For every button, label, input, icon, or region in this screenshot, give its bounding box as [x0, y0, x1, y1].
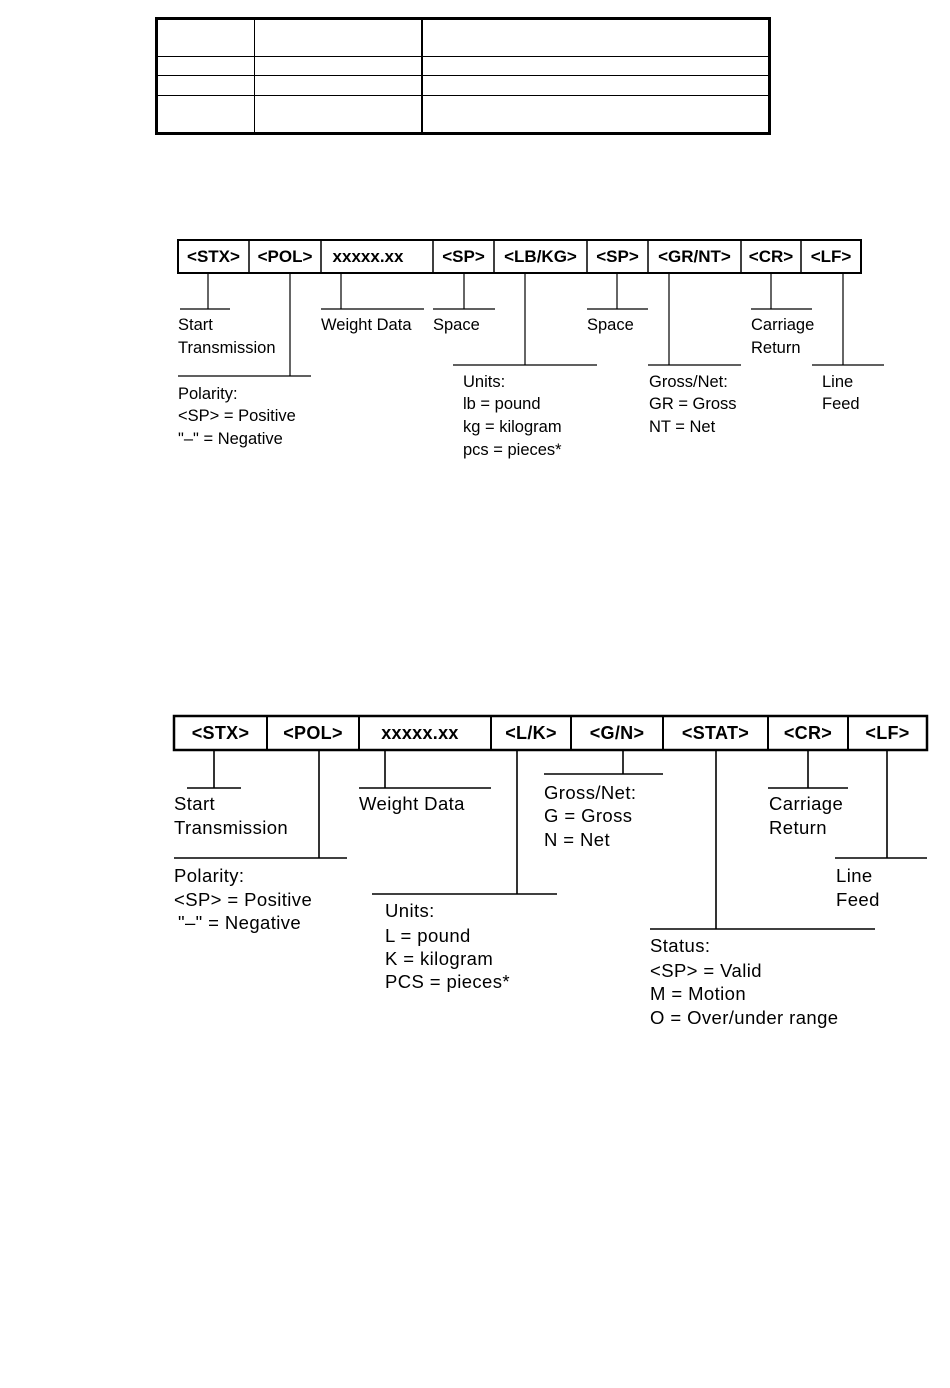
- label-status: Status:: [650, 935, 711, 956]
- label-start-transmission: Start: [174, 793, 216, 814]
- field-cr: <CR>: [783, 723, 833, 743]
- label-gross-net: N = Net: [544, 829, 611, 850]
- label-status: O = Over/under range: [650, 1007, 839, 1028]
- field-gross-net: <G/N>: [589, 723, 645, 743]
- label-units: Units:: [385, 900, 435, 921]
- label-line-feed: Feed: [822, 395, 860, 413]
- field-space-1: <SP>: [442, 247, 485, 266]
- label-units: L = pound: [385, 925, 471, 946]
- label-carriage-return: Return: [769, 817, 827, 838]
- label-space: Space: [587, 316, 634, 334]
- label-polarity: <SP> = Positive: [178, 407, 296, 425]
- label-start-transmission: Transmission: [174, 817, 289, 838]
- label-polarity: Polarity:: [174, 865, 245, 886]
- label-polarity: "–" = Negative: [178, 912, 302, 933]
- label-carriage-return: Carriage: [751, 316, 815, 334]
- label-units: K = kilogram: [385, 948, 494, 969]
- label-line-feed: Line: [836, 865, 873, 886]
- label-start-transmission: Transmission: [178, 339, 276, 357]
- field-pol: <POL>: [283, 723, 343, 743]
- field-space-2: <SP>: [596, 247, 639, 266]
- label-gross-net: G = Gross: [544, 805, 633, 826]
- field-gross-net: <GR/NT>: [658, 247, 731, 266]
- label-gross-net: NT = Net: [649, 418, 716, 436]
- field-weight: xxxxx.xx: [332, 247, 404, 266]
- label-units: kg = kilogram: [463, 418, 562, 436]
- field-stx: <STX>: [187, 247, 240, 266]
- field-pol: <POL>: [257, 247, 313, 266]
- label-line-feed: Feed: [836, 889, 880, 910]
- label-space: Space: [433, 316, 480, 334]
- field-units: <LB/KG>: [504, 247, 577, 266]
- label-gross-net: GR = Gross: [649, 395, 737, 413]
- field-lf: <LF>: [810, 247, 852, 266]
- label-polarity: Polarity:: [178, 385, 238, 403]
- label-weight-data: Weight Data: [359, 793, 465, 814]
- label-units: pcs = pieces*: [463, 441, 562, 459]
- field-weight: xxxxx.xx: [381, 723, 459, 743]
- field-lf: <LF>: [865, 723, 910, 743]
- label-units: lb = pound: [463, 395, 541, 413]
- label-status: M = Motion: [650, 983, 747, 1004]
- label-carriage-return: Return: [751, 339, 801, 357]
- label-carriage-return: Carriage: [769, 793, 844, 814]
- label-units: PCS = pieces*: [385, 971, 510, 992]
- label-line-feed: Line: [822, 373, 854, 391]
- field-stx: <STX>: [191, 723, 250, 743]
- label-start-transmission: Start: [178, 316, 213, 334]
- label-weight-data: Weight Data: [321, 316, 412, 334]
- label-units: Units:: [463, 373, 506, 391]
- label-status: <SP> = Valid: [650, 960, 762, 981]
- field-units: <L/K>: [505, 723, 557, 743]
- label-gross-net: Gross/Net:: [544, 782, 637, 803]
- label-gross-net: Gross/Net:: [649, 373, 728, 391]
- label-polarity: "–" = Negative: [178, 430, 283, 448]
- field-status: <STAT>: [681, 723, 750, 743]
- field-cr: <CR>: [748, 247, 794, 266]
- label-polarity: <SP> = Positive: [174, 889, 313, 910]
